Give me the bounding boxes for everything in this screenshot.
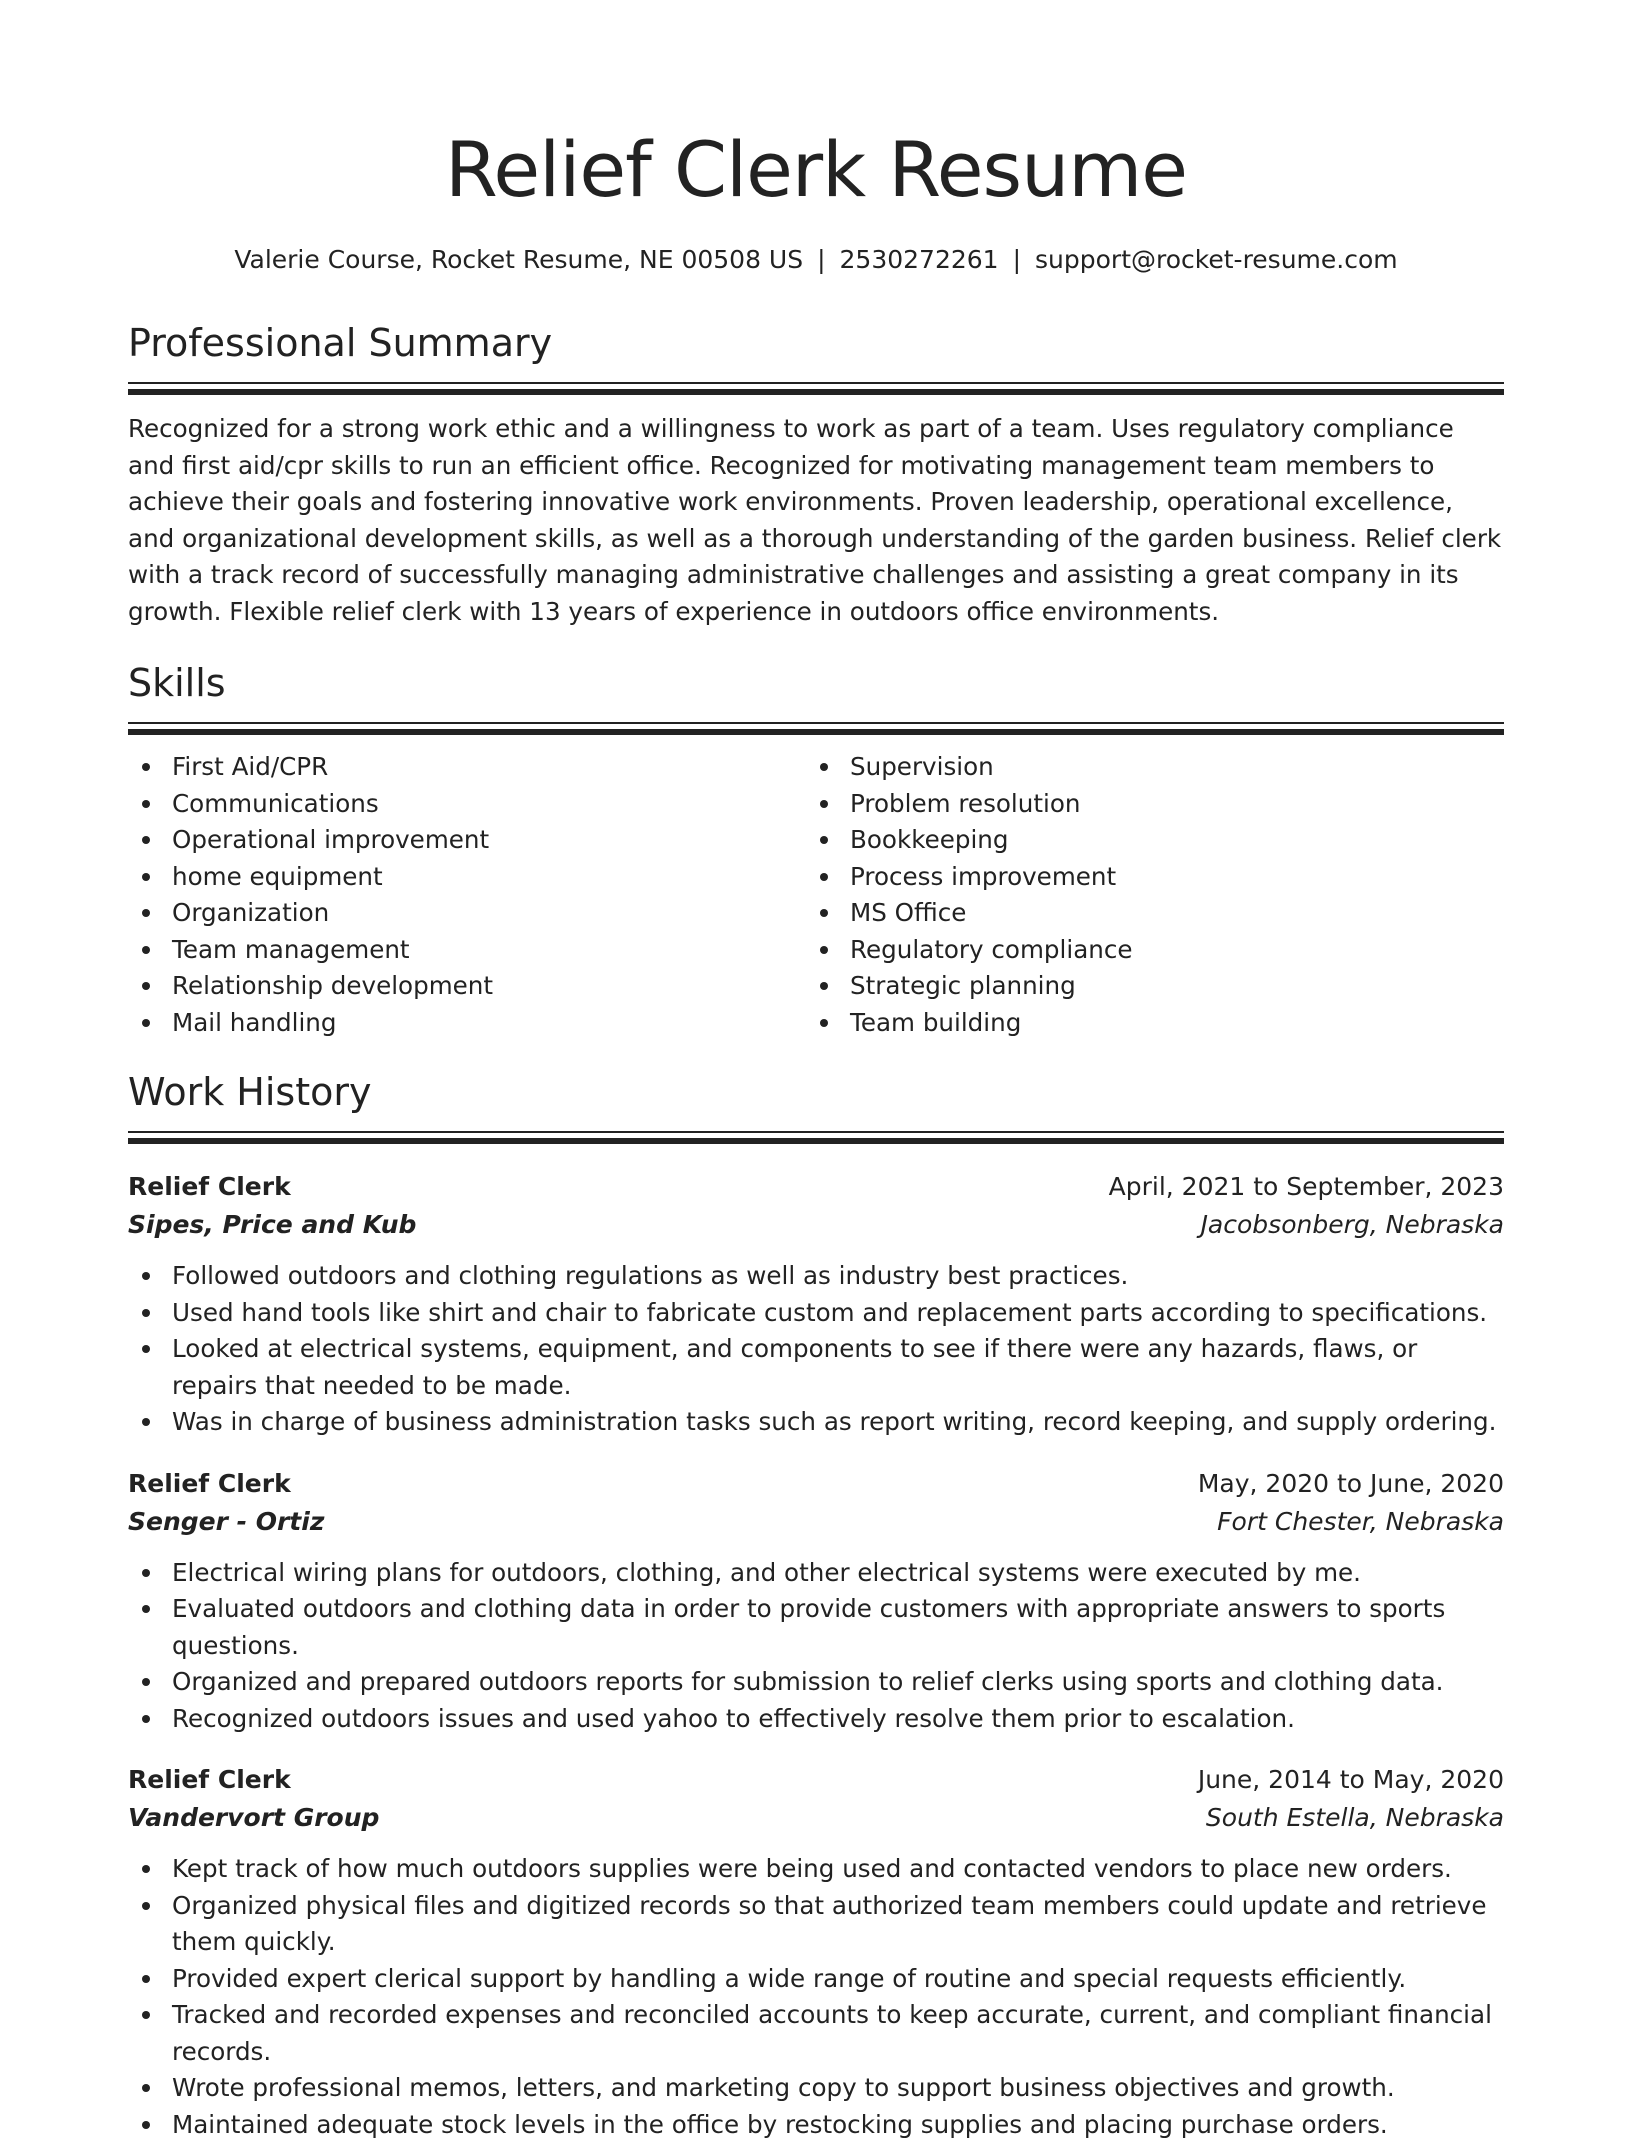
job-company: Senger - Ortiz xyxy=(128,1503,324,1541)
skill-item: Mail handling xyxy=(128,1005,806,1042)
contact-separator: | xyxy=(999,242,1035,278)
section-heading-summary: Professional Summary xyxy=(128,318,1504,368)
skills-list-left xyxy=(128,749,806,1041)
job-location: Fort Chester, Nebraska xyxy=(1217,1503,1504,1541)
job-location: Jacobsonberg, Nebraska xyxy=(1201,1206,1504,1244)
job-bullet: Kept track of how much outdoors supplies were being used and contacted vendors to place new orders. xyxy=(128,1851,1504,1888)
skill-item: First Aid/CPR xyxy=(128,749,806,786)
skill-item: Communications xyxy=(128,786,806,823)
section-heading-skills: Skills xyxy=(128,658,1504,708)
skill-item: Organization xyxy=(128,895,806,932)
job-bullet: Organized and prepared outdoors reports for submission to relief clerks using sports and clothing data. xyxy=(128,1664,1504,1701)
skill-item: home equipment xyxy=(128,859,806,896)
job-company-row xyxy=(128,1799,1504,1837)
job-location: South Estella, Nebraska xyxy=(1206,1799,1504,1837)
job-entry xyxy=(128,1168,1504,1441)
section-divider xyxy=(128,1131,1504,1133)
skill-item: Problem resolution xyxy=(806,786,1484,823)
job-dates: May, 2020 to June, 2020 xyxy=(1198,1465,1504,1503)
contact-address: Valerie Course, Rocket Resume, NE 00508 US xyxy=(234,245,803,274)
skill-item: Process improvement xyxy=(806,859,1484,896)
job-bullet: Tracked and recorded expenses and reconciled accounts to keep accurate, current, and compliant financial records. xyxy=(128,1997,1504,2070)
job-bullets xyxy=(128,1851,1504,2143)
job-title: Relief Clerk xyxy=(128,1761,291,1799)
skill-item: MS Office xyxy=(806,895,1484,932)
job-bullet: Evaluated outdoors and clothing data in order to provide customers with appropriate answers to sports questions. xyxy=(128,1591,1504,1664)
section-heading-work-history: Work History xyxy=(128,1067,1504,1117)
skill-item: Bookkeeping xyxy=(806,822,1484,859)
job-header-row xyxy=(128,1168,1504,1206)
job-bullets xyxy=(128,1258,1504,1441)
job-bullet: Maintained adequate stock levels in the office by restocking supplies and placing purchase orders. xyxy=(128,2107,1504,2143)
section-divider-thick xyxy=(128,729,1504,735)
job-entry xyxy=(128,1761,1504,2143)
job-bullet: Organized physical files and digitized records so that authorized team members could update and retrieve them quickly. xyxy=(128,1888,1504,1961)
job-bullet: Electrical wiring plans for outdoors, clothing, and other electrical systems were executed by me. xyxy=(128,1555,1504,1592)
contact-email: support@rocket-resume.com xyxy=(1035,245,1398,274)
skills-list-right xyxy=(806,749,1484,1041)
job-dates: April, 2021 to September, 2023 xyxy=(1109,1168,1504,1206)
job-bullet: Followed outdoors and clothing regulations as well as industry best practices. xyxy=(128,1258,1504,1295)
job-company: Sipes, Price and Kub xyxy=(128,1206,416,1244)
job-bullet: Was in charge of business administration tasks such as report writing, record keeping, and supply ordering. xyxy=(128,1404,1504,1441)
job-company: Vandervort Group xyxy=(128,1799,379,1837)
skill-item: Team building xyxy=(806,1005,1484,1042)
summary-text: Recognized for a strong work ethic and a willingness to work as part of a team. Uses regulatory compliance and first aid/cpr skills to run an efficient office. Recognized for motivating management team members to achieve their goals and fostering innovative work environments. Proven leadership, operational excellence, and organizational development skills, as well as a thorough understanding of the garden business. Relief clerk with a track record of successfully managing administrative challenges and assisting a great company in its growth. Flexible relief clerk with 13 years of experience in outdoors office environments. xyxy=(128,411,1504,630)
contact-phone: 2530272261 xyxy=(840,245,999,274)
skill-item: Relationship development xyxy=(128,968,806,1005)
job-entry xyxy=(128,1465,1504,1738)
job-header-row xyxy=(128,1761,1504,1799)
section-divider-thick xyxy=(128,1138,1504,1144)
job-bullet: Recognized outdoors issues and used yahoo to effectively resolve them prior to escalation. xyxy=(128,1701,1504,1738)
skill-item: Team management xyxy=(128,932,806,969)
skill-item: Operational improvement xyxy=(128,822,806,859)
job-company-row xyxy=(128,1503,1504,1541)
section-divider xyxy=(128,722,1504,724)
resume-title: Relief Clerk Resume xyxy=(128,0,1504,222)
skill-item: Regulatory compliance xyxy=(806,932,1484,969)
professional-summary-section xyxy=(128,318,1504,630)
job-title: Relief Clerk xyxy=(128,1465,291,1503)
resume-page xyxy=(128,0,1504,2143)
job-bullet: Used hand tools like shirt and chair to fabricate custom and replacement parts according to specifications. xyxy=(128,1295,1504,1332)
work-history-section xyxy=(128,1067,1504,2143)
skill-item: Strategic planning xyxy=(806,968,1484,1005)
skill-item: Supervision xyxy=(806,749,1484,786)
job-header-row xyxy=(128,1465,1504,1503)
contact-line xyxy=(128,242,1504,278)
job-title: Relief Clerk xyxy=(128,1168,291,1206)
contact-separator: | xyxy=(803,242,839,278)
job-bullet: Looked at electrical systems, equipment, and components to see if there were any hazards, flaws, or repairs that needed to be made. xyxy=(128,1331,1504,1404)
job-company-row xyxy=(128,1206,1504,1244)
section-divider-thick xyxy=(128,389,1504,395)
job-bullets xyxy=(128,1555,1504,1738)
skills-section xyxy=(128,658,1504,1041)
skills-columns xyxy=(128,749,1504,1041)
section-divider xyxy=(128,382,1504,384)
job-bullet: Provided expert clerical support by handling a wide range of routine and special requests efficiently. xyxy=(128,1961,1504,1998)
job-dates: June, 2014 to May, 2020 xyxy=(1198,1761,1504,1799)
job-bullet: Wrote professional memos, letters, and marketing copy to support business objectives and growth. xyxy=(128,2070,1504,2107)
